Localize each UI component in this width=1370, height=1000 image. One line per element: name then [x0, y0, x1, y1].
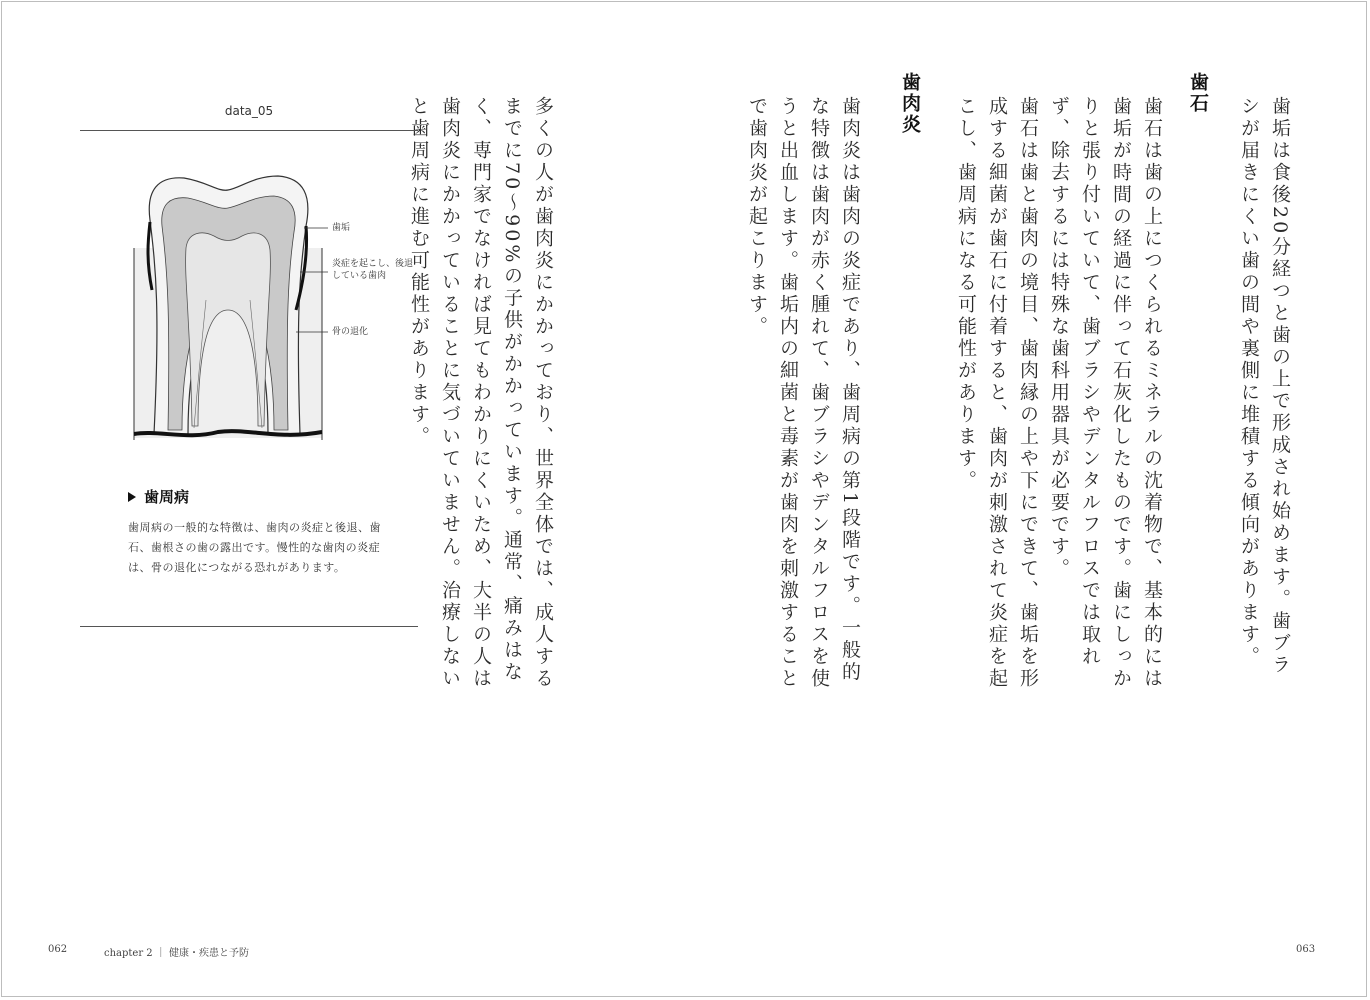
data-label: data_05: [224, 104, 274, 118]
label-bone-loss: 骨の退化: [332, 327, 369, 337]
triangle-bullet-icon: [128, 492, 136, 502]
tooth-diagram: [128, 160, 328, 450]
gingivitis-paragraph: 歯肉炎は歯肉の炎症であり、歯周病の第1段階です。一般的な特徴は歯肉が赤く腫れて、歯ブラシやデンタルフロスを使うと出血します。歯垢内の細菌と毒素が歯肉を刺激することで歯肉炎が起こります。: [746, 96, 861, 690]
right-page-number: 063: [1296, 944, 1316, 955]
sidebar-text: 歯周病の一般的な特徴は、歯肉の炎症と後退、歯石、歯根さの歯の露出です。慢性的な歯肉の炎症は、骨の退化につながる恐れがあります。: [128, 521, 381, 574]
label-inflamed-gum: 炎症を起こし、後退している歯肉: [332, 259, 414, 281]
tartar-paragraph-2: 歯石は歯と歯肉の境目、歯肉縁の上や下にできて、歯垢を形成する細菌が歯石に付着すると、歯肉が刺激されて炎症を起こし、歯周病になる可能性があります。: [955, 96, 1039, 690]
sidebar-title: [128, 486, 189, 507]
tartar-paragraph-1: 歯石は歯の上につくられるミネラルの沈着物で、基本的には歯垢が時間の経過に伴って石灰化したものです。歯にしっかりと張り付いていて、歯ブラシやデンタルフロスでは取れず、除去するには特殊な歯科用器具が必要です。: [1048, 96, 1163, 690]
label-plaque: 歯垢: [332, 223, 351, 233]
intro-paragraph: 歯垢は食後20分経つと歯の上で形成され始めます。歯ブラシが届きにくい歯の間や裏側に堆積する傾向があります。: [1238, 96, 1291, 677]
section-heading-tartar: 歯石: [1187, 72, 1209, 114]
chapter-running-head: chapter 2 ｜ 健康・疾患と予防: [104, 948, 250, 959]
top-rule: [80, 130, 418, 131]
left-page-number: 062: [48, 944, 68, 955]
sidebar-title-text: 歯周病: [144, 488, 190, 506]
left-body-paragraph: 多くの人が歯肉炎にかかっており、世界全体では、成人するまでに70〜90%の子供がかかっています。通常、痛みはなく、専門家でなければ見てもわかりにくいため、大半の人は歯肉炎にかかっていることに気づいていません。治療しないと歯周病に進む可能性があります。: [408, 96, 554, 690]
section-heading-gingivitis: 歯肉炎: [899, 72, 921, 135]
bottom-rule: [80, 626, 418, 627]
